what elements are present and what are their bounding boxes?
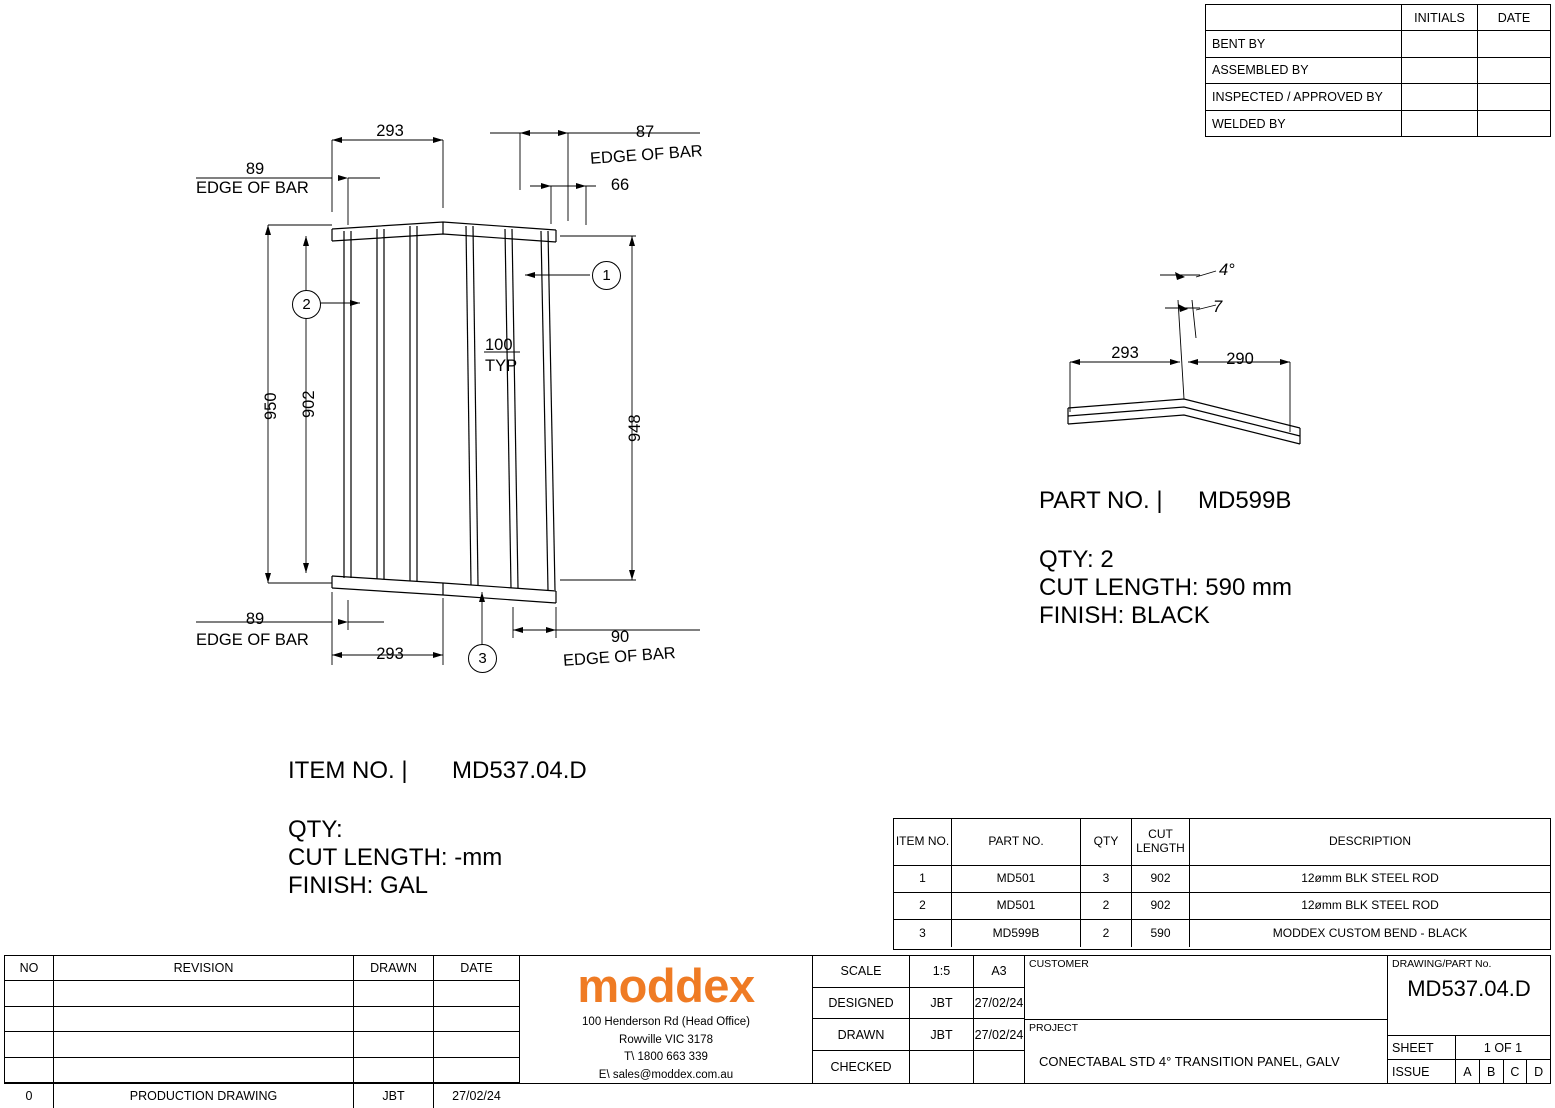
bom-row — [894, 893, 1550, 920]
part-finish: FINISH: BLACK — [1039, 602, 1210, 629]
revision-cell-drawn — [354, 981, 434, 1005]
bend-detail-drawing — [1068, 300, 1300, 444]
dim-detail-293: 293 — [1111, 344, 1139, 362]
issue-row — [1388, 1060, 1550, 1083]
bom-cell-item: 3 — [894, 920, 952, 947]
designed-label: DESIGNED — [813, 988, 910, 1019]
company-block — [520, 956, 813, 1083]
customer-row — [1025, 956, 1387, 1020]
designed-date: 27/02/24 — [974, 996, 1024, 1011]
revision-row — [5, 1083, 519, 1108]
moddex-logo: moddex — [577, 959, 755, 1012]
checked-row — [813, 1051, 1024, 1083]
bom-cell-part: MD599B — [952, 920, 1081, 947]
dim-spacing-100: 100 — [485, 336, 513, 354]
dim-bottom-89: 89 — [245, 610, 265, 628]
signoff-label: ASSEMBLED BY — [1206, 58, 1402, 83]
revision-cell-date — [434, 1032, 519, 1056]
issue-c[interactable]: C — [1504, 1060, 1528, 1083]
balloon-1: 1 — [592, 261, 621, 290]
revision-cell-drawn — [354, 1058, 434, 1082]
bom-cell-qty: 2 — [1081, 920, 1132, 947]
dim-top-89: 89 — [245, 160, 265, 178]
checked-date[interactable] — [974, 1051, 1024, 1083]
issue-b[interactable]: B — [1480, 1060, 1504, 1083]
signoff-header-initials: INITIALS — [1402, 5, 1478, 30]
sheet-size-value: A3 — [991, 964, 1007, 979]
customer-project-block — [1025, 956, 1388, 1083]
bom-cell-cut: 902 — [1132, 866, 1190, 892]
revision-cell-drawn — [354, 1032, 434, 1056]
bom-cell-part: MD501 — [952, 866, 1081, 892]
scale-table — [813, 956, 1025, 1083]
dim-height-948: 948 — [626, 414, 644, 442]
revision-row — [5, 981, 519, 1006]
part-cut-length: CUT LENGTH: 590 mm — [1039, 574, 1292, 601]
bom-cell-desc: MODDEX CUSTOM BEND - BLACK — [1272, 925, 1468, 940]
drawn-row — [813, 1019, 1024, 1051]
bill-of-materials-table — [893, 818, 1551, 950]
bom-row — [894, 920, 1550, 947]
sheet-label: SHEET — [1388, 1036, 1456, 1059]
item-finish: FINISH: GAL — [288, 872, 429, 899]
scale-label: SCALE — [813, 956, 910, 987]
bom-cell-part: MD501 — [952, 893, 1081, 919]
issue-d[interactable]: D — [1534, 1064, 1544, 1079]
project-label: PROJECT — [1029, 1021, 1079, 1034]
label-edge-of-bar-bottom-right: EDGE OF BAR — [562, 644, 677, 670]
bom-cell-desc: 12ømm BLK STEEL ROD — [1301, 898, 1439, 913]
bom-header-qty: QTY — [1081, 819, 1132, 865]
bom-cell-qty: 3 — [1081, 866, 1132, 892]
bom-header-row — [894, 819, 1550, 866]
label-edge-of-bar-top-left: EDGE OF BAR — [196, 179, 309, 197]
signoff-label: WELDED BY — [1206, 111, 1402, 137]
item-qty: QTY: — [288, 816, 343, 843]
revision-cell-date — [434, 1058, 519, 1082]
dim-height-950: 950 — [262, 392, 280, 420]
project-row — [1025, 1020, 1387, 1084]
checked-label: CHECKED — [813, 1051, 910, 1083]
dim-top-66: 66 — [610, 176, 630, 194]
revision-cell-no — [5, 1032, 54, 1056]
sheet-value: 1 OF 1 — [1483, 1040, 1523, 1055]
drawn-label: DRAWN — [813, 1019, 910, 1050]
customer-label: CUSTOMER — [1029, 958, 1089, 970]
balloon-3: 3 — [468, 644, 497, 673]
drawn-date: 27/02/24 — [974, 1027, 1024, 1042]
bom-header-cut-length: CUT LENGTH — [1132, 819, 1190, 865]
revision-header-row — [5, 956, 519, 981]
sheet-row — [1388, 1036, 1550, 1060]
revision-table — [5, 956, 520, 1103]
bom-header-description: DESCRIPTION — [1328, 834, 1411, 849]
bom-cell-cut: 590 — [1132, 920, 1190, 947]
revision-cell-no — [5, 981, 54, 1005]
revision-cell-no — [5, 1007, 54, 1031]
revision-cell-revision — [54, 981, 354, 1005]
signoff-label: INSPECTED / APPROVED BY — [1206, 84, 1402, 109]
drawing-number-block — [1388, 956, 1550, 1083]
revision-cell-drawn — [354, 1007, 434, 1031]
company-address-line2: Rowville VIC 3178 — [619, 1033, 713, 1046]
part-qty: QTY: 2 — [1039, 546, 1114, 573]
revision-cell-date — [434, 981, 519, 1005]
balloon-2: 2 — [292, 290, 321, 319]
drawing-no-value: MD537.04.D — [1407, 976, 1531, 1001]
revision-header-no: NO — [5, 956, 54, 980]
company-address-line1: 100 Henderson Rd (Head Office) — [582, 1016, 750, 1028]
dim-top-293: 293 — [376, 122, 404, 140]
revision-cell-revision — [54, 1007, 354, 1031]
issue-label: ISSUE — [1388, 1060, 1456, 1083]
bom-cell-item: 1 — [894, 866, 952, 892]
scale-row — [813, 956, 1024, 988]
item-no-label: ITEM NO. | — [288, 757, 408, 784]
drawing-no-label: DRAWING/PART No. — [1392, 958, 1492, 970]
bom-header-item-no: ITEM NO. — [894, 819, 952, 865]
item-no-value: MD537.04.D — [452, 757, 587, 784]
bom-cell-desc: 12ømm BLK STEEL ROD — [1301, 871, 1439, 886]
revision-header-date: DATE — [460, 961, 493, 976]
revision-header-revision: REVISION — [54, 956, 354, 980]
designed-by: JBT — [910, 988, 974, 1019]
scale-value: 1:5 — [910, 956, 974, 987]
dim-spacing-typ: TYP — [485, 357, 518, 375]
bom-row — [894, 866, 1550, 893]
dim-top-87: 87 — [635, 123, 655, 141]
revision-cell-no: 0 — [5, 1083, 54, 1108]
signoff-header-date: DATE — [1497, 10, 1531, 25]
dim-bottom-293: 293 — [376, 645, 404, 663]
revision-cell-revision — [54, 1032, 354, 1056]
revision-row — [5, 1007, 519, 1032]
dim-offset-7: 7 — [1213, 298, 1223, 316]
bom-cell-qty: 2 — [1081, 893, 1132, 919]
project-value: CONECTABAL STD 4° TRANSITION PANEL, GALV — [1039, 1053, 1340, 1069]
revision-cell-drawn: JBT — [354, 1083, 434, 1108]
dim-height-902: 902 — [300, 390, 318, 418]
issue-a[interactable]: A — [1456, 1060, 1480, 1083]
dim-bottom-90: 90 — [610, 628, 630, 646]
label-edge-of-bar-bottom-left: EDGE OF BAR — [196, 631, 309, 649]
bom-cell-item: 2 — [894, 893, 952, 919]
company-phone: T\ 1800 663 339 — [624, 1051, 708, 1064]
drawn-by: JBT — [910, 1019, 974, 1050]
title-block — [4, 955, 1551, 1103]
designed-row — [813, 988, 1024, 1020]
revision-cell-revision — [54, 1058, 354, 1082]
revision-row — [5, 1058, 519, 1083]
revision-cell-no — [5, 1058, 54, 1082]
dim-angle-4deg: 4° — [1219, 261, 1235, 279]
label-edge-of-bar-top-right: EDGE OF BAR — [589, 142, 704, 168]
bom-header-part-no: PART NO. — [952, 819, 1081, 865]
dim-detail-290: 290 — [1226, 350, 1254, 368]
item-cut-length: CUT LENGTH: -mm — [288, 844, 503, 871]
signoff-label: BENT BY — [1206, 31, 1402, 56]
bom-cell-cut: 902 — [1132, 893, 1190, 919]
revision-row — [5, 1032, 519, 1057]
company-email: E\ sales@moddex.com.au — [598, 1069, 734, 1082]
revision-header-drawn: DRAWN — [354, 956, 434, 980]
revision-cell-date: 27/02/24 — [452, 1088, 501, 1103]
part-no-value: MD599B — [1198, 487, 1292, 514]
revision-cell-revision: PRODUCTION DRAWING — [54, 1083, 354, 1108]
checked-by[interactable] — [910, 1051, 974, 1083]
part-no-label: PART NO. | — [1039, 487, 1163, 514]
revision-cell-date — [434, 1007, 519, 1031]
